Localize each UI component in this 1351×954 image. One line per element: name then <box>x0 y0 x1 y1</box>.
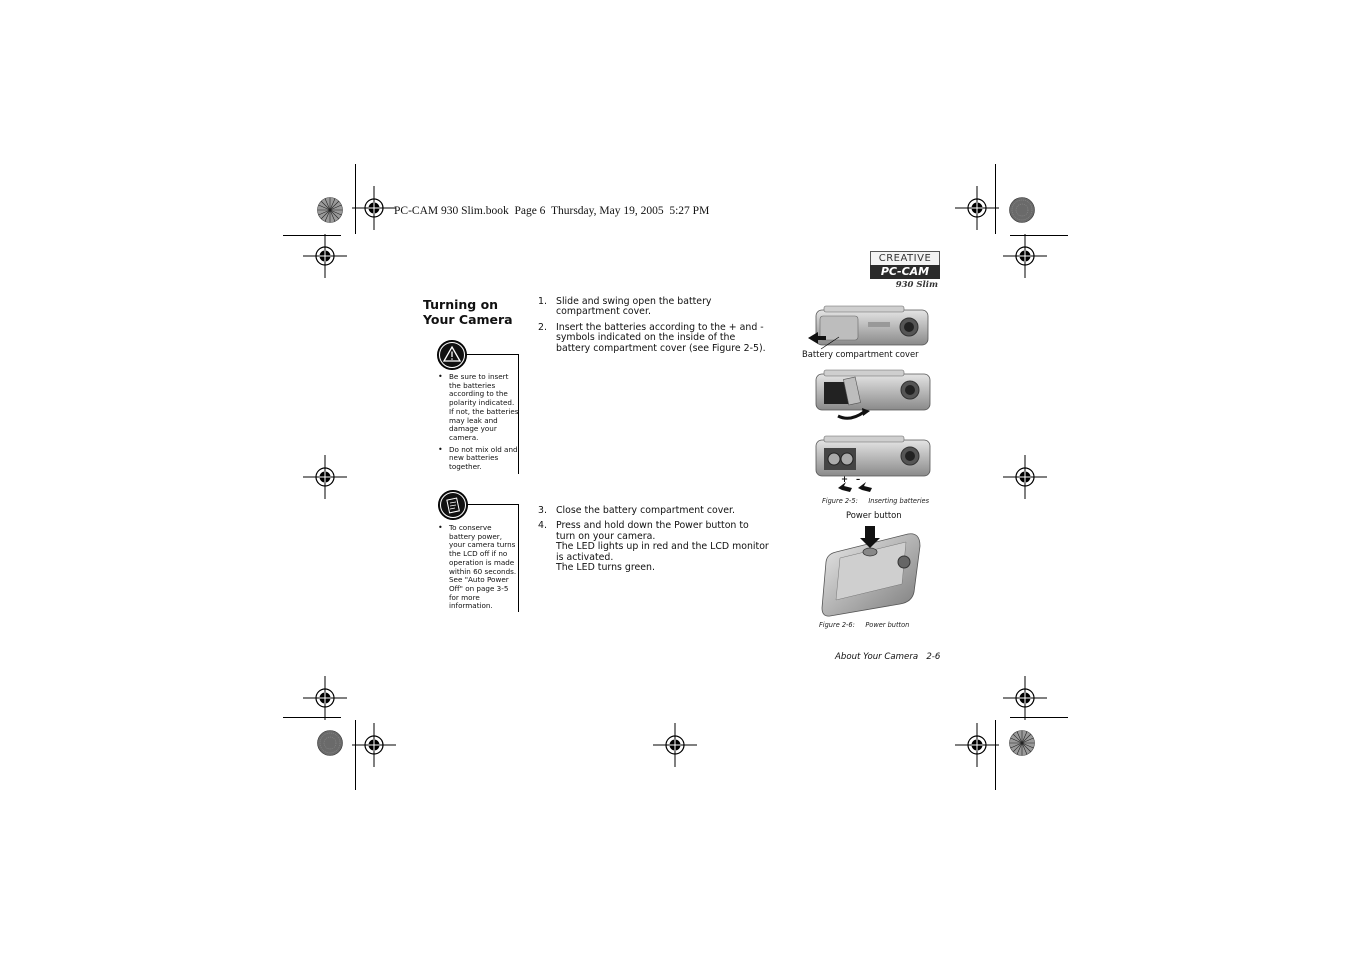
logo-model: 930 Slim <box>895 280 938 290</box>
steps-list-1 <box>538 297 770 359</box>
tip-notepad-icon <box>438 490 468 520</box>
polarity-plus-label: + <box>841 474 849 484</box>
section-title: Turning on Your Camera <box>423 297 513 327</box>
figure-2-5-caption: Figure 2-5: Inserting batteries <box>822 497 930 505</box>
registration-mark-icon <box>955 186 999 230</box>
print-rosette-icon <box>317 197 343 223</box>
registration-mark-icon <box>1003 676 1047 720</box>
camera-power-button-image <box>818 522 924 618</box>
creative-pc-cam-logo <box>870 251 940 293</box>
registration-mark-icon <box>352 723 396 767</box>
warning-icon <box>437 340 467 370</box>
registration-mark-icon <box>955 723 999 767</box>
registration-mark-icon <box>352 186 396 230</box>
list-item: 3. Close the battery compartment cover. <box>538 505 736 516</box>
print-rosette-icon <box>1009 730 1035 756</box>
page-footer: About Your Camera 2-6 <box>835 652 941 662</box>
steps-list-2 <box>538 506 770 578</box>
camera-batteries-inserted-image <box>810 432 936 494</box>
print-rosette-icon <box>317 730 343 756</box>
camera-cover-open-image <box>810 366 936 424</box>
list-item: 1. Slide and swing open the battery compartment cover. <box>538 296 712 318</box>
registration-mark-icon <box>1003 234 1047 278</box>
power-button-label: Power button <box>846 510 902 520</box>
warning-item: • Be sure to insert the batteries according to the polarity indicated. If not, the batteries may leak and damage your camera. <box>437 373 519 443</box>
registration-mark-icon <box>303 234 347 278</box>
logo-product: PC-CAM <box>870 265 940 279</box>
registration-mark-icon <box>303 676 347 720</box>
tip-item: • To conserve battery power, your camera turns the LCD off if no operation is made within 60 seconds. See "Auto Power Off" on page 3-5 for more information. <box>437 524 519 611</box>
polarity-minus-label: – <box>856 474 861 484</box>
list-item: 2. Insert the batteries according to the + and - symbols indicated on the inside of the battery compartment cover (see Figure 2-5). <box>538 321 766 354</box>
label-leader-line <box>820 336 840 350</box>
book-slug-line: PC-CAM 930 Slim.book Page 6 Thursday, May 19, 2005 5:27 PM <box>394 205 710 217</box>
warning-item: • Do not mix old and new batteries together. <box>437 446 519 472</box>
registration-mark-icon <box>653 723 697 767</box>
logo-brand: CREATIVE <box>870 251 940 267</box>
registration-mark-icon <box>303 455 347 499</box>
print-rosette-icon <box>1009 197 1035 223</box>
battery-cover-label: Battery compartment cover <box>802 349 919 359</box>
list-item: 4. Press and hold down the Power button to turn on your camera. The LED lights up in red and the LCD monitor is activated. The LED turns green. <box>538 520 769 574</box>
figure-2-6-caption: Figure 2-6: Power button <box>819 621 910 629</box>
registration-mark-icon <box>1003 455 1047 499</box>
